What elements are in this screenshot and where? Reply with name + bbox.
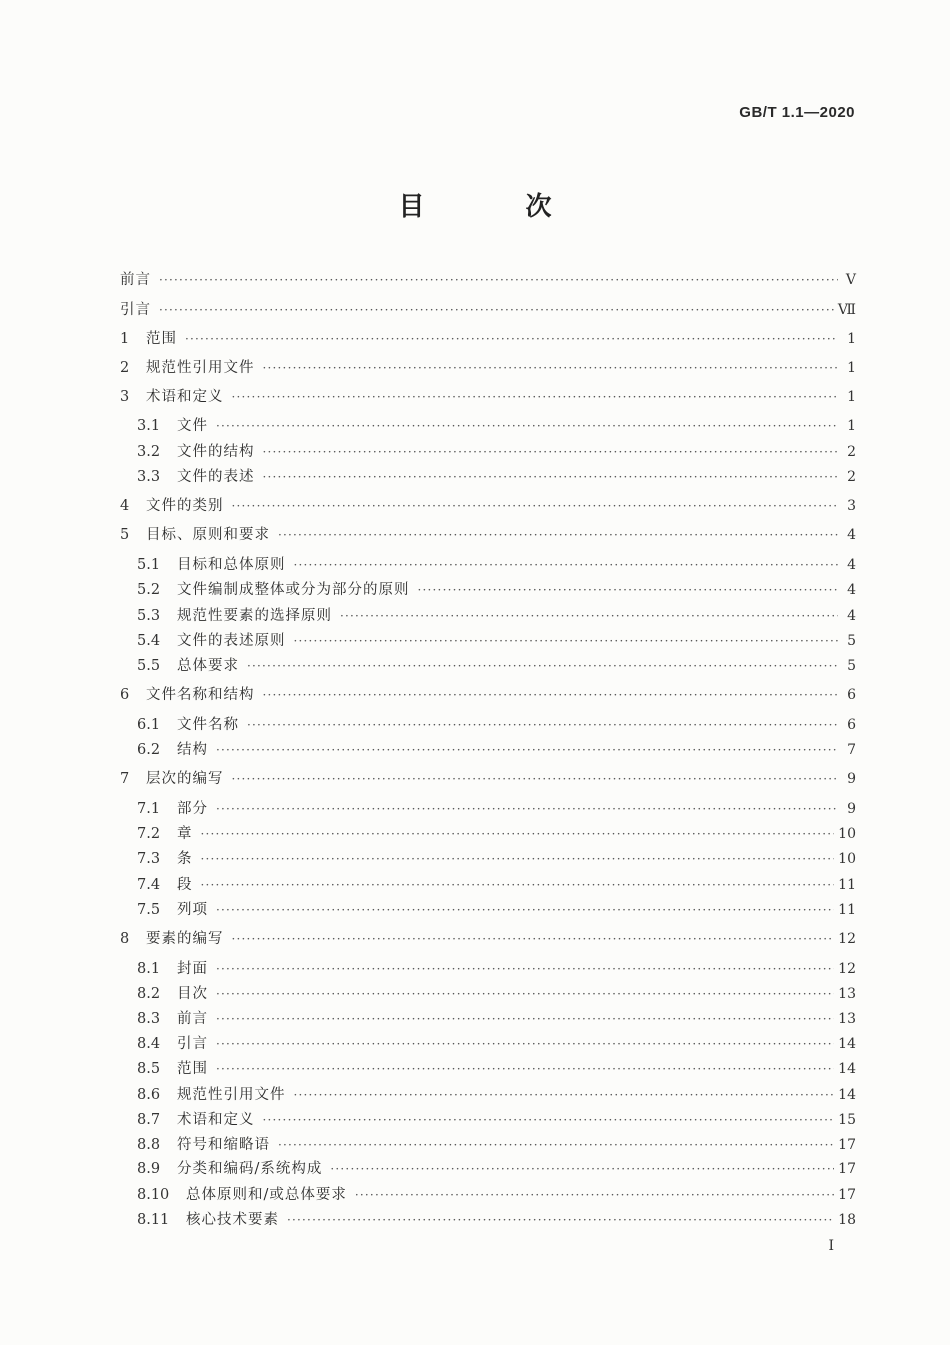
toc-entry-page: 7 — [847, 742, 856, 758]
toc-entry-number: 8.6 — [137, 1087, 161, 1103]
toc-dot-leader — [216, 800, 838, 818]
toc-entry-page: 4 — [847, 608, 856, 624]
toc-dot-leader — [216, 1035, 834, 1053]
toc-dot-leader — [216, 741, 838, 759]
toc-entry-page: 14 — [838, 1087, 856, 1103]
toc-entry-label: 结构 — [177, 742, 208, 758]
toc-entry-number: 1 — [120, 331, 130, 347]
toc-entry[interactable] — [120, 526, 856, 544]
toc-entry[interactable] — [120, 271, 856, 289]
toc-dot-leader — [159, 301, 834, 319]
toc-entry[interactable] — [120, 388, 856, 406]
toc-entry-page: 4 — [847, 582, 856, 598]
toc-entry-number: 5.1 — [137, 557, 161, 573]
toc-entry-label: 文件的表述原则 — [177, 633, 286, 649]
toc-entry[interactable] — [137, 1086, 856, 1104]
toc-entry[interactable] — [120, 359, 856, 377]
toc-entry-number: 8.4 — [137, 1036, 161, 1052]
toc-entry[interactable] — [137, 607, 856, 625]
toc-entry[interactable] — [137, 850, 856, 868]
toc-entry-label: 章 — [177, 826, 193, 842]
toc-entry[interactable] — [137, 443, 856, 461]
toc-dot-leader — [263, 443, 839, 461]
toc-entry-page: 17 — [838, 1187, 856, 1203]
toc-entry-page: 1 — [847, 360, 856, 376]
toc-entry-label: 范围 — [177, 1061, 208, 1077]
toc-entry-page: 6 — [847, 687, 856, 703]
toc-entry-number: 7.2 — [137, 826, 161, 842]
toc-dot-leader — [355, 1186, 834, 1204]
toc-entry-label: 前言 — [177, 1011, 208, 1027]
toc-entry[interactable] — [137, 1211, 856, 1229]
toc-entry[interactable] — [137, 581, 856, 599]
toc-entry-page: 10 — [838, 851, 856, 867]
toc-dot-leader — [216, 985, 834, 1003]
toc-entry-number: 8.5 — [137, 1061, 161, 1077]
toc-entry[interactable] — [120, 497, 856, 515]
toc-entry-label: 文件名称和结构 — [146, 687, 255, 703]
toc-entry[interactable] — [137, 960, 856, 978]
toc-entry-label: 目次 — [177, 986, 208, 1002]
toc-entry-number: 8.9 — [137, 1161, 161, 1177]
toc-entry-page: 1 — [847, 389, 856, 405]
toc-entry[interactable] — [137, 468, 856, 486]
toc-entry-number: 2 — [120, 360, 130, 376]
toc-entry-label: 术语和定义 — [146, 389, 224, 405]
toc-entry-page: 11 — [838, 902, 856, 918]
toc-entry-page: 9 — [847, 771, 856, 787]
toc-entry-number: 3 — [120, 389, 130, 405]
toc-entry-page: 6 — [847, 717, 856, 733]
toc-dot-leader — [216, 1060, 834, 1078]
toc-entry-page: 5 — [847, 633, 856, 649]
toc-entry[interactable] — [137, 716, 856, 734]
toc-dot-leader — [418, 581, 839, 599]
toc-entry-label: 符号和缩略语 — [177, 1137, 270, 1153]
toc-entry-label: 目标、原则和要求 — [146, 527, 270, 543]
toc-entry-number: 5.2 — [137, 582, 161, 598]
toc-entry-page: 13 — [838, 986, 856, 1002]
toc-entry-label: 列项 — [177, 902, 208, 918]
toc-dot-leader — [216, 417, 838, 435]
toc-dot-leader — [263, 359, 839, 377]
page-number: I — [828, 1238, 834, 1254]
toc-entry-number: 3.1 — [137, 418, 161, 434]
toc-entry-number: 7.4 — [137, 877, 161, 893]
toc-entry-label: 分类和编码/系统构成 — [177, 1161, 323, 1177]
toc-entry-number: 3.2 — [137, 444, 161, 460]
toc-entry[interactable] — [137, 417, 856, 435]
toc-entry-label: 条 — [177, 851, 193, 867]
toc-entry-page: 13 — [838, 1011, 856, 1027]
toc-dot-leader — [201, 825, 835, 843]
toc-entry-label: 文件编制成整体或分为部分的原则 — [177, 582, 410, 598]
toc-entry-label: 目标和总体原则 — [177, 557, 286, 573]
toc-entry-label: 封面 — [177, 961, 208, 977]
toc-entry-page: 1 — [847, 331, 856, 347]
toc-entry-page: 17 — [838, 1137, 856, 1153]
toc-entry-number: 7.1 — [137, 801, 161, 817]
toc-entry-label: 规范性要素的选择原则 — [177, 608, 332, 624]
toc-entry-page: 3 — [847, 498, 856, 514]
toc-entry-label: 部分 — [177, 801, 208, 817]
toc-dot-leader — [201, 850, 835, 868]
toc-entry-page: 9 — [847, 801, 856, 817]
toc-dot-leader — [232, 930, 835, 948]
toc-entry-number: 5.4 — [137, 633, 161, 649]
toc-entry[interactable] — [137, 1035, 856, 1053]
toc-entry-page: 4 — [847, 527, 856, 543]
toc-dot-leader — [330, 1160, 834, 1178]
toc-entry-number: 4 — [120, 498, 130, 514]
toc-entry-page: 1 — [847, 418, 856, 434]
toc-dot-leader — [287, 1211, 834, 1229]
toc-entry-label: 段 — [177, 877, 193, 893]
toc-entry-number: 5.3 — [137, 608, 161, 624]
toc-dot-leader — [263, 468, 839, 486]
toc-dot-leader — [216, 1010, 834, 1028]
toc-entry-page: 12 — [838, 931, 856, 947]
toc-entry[interactable] — [120, 930, 856, 948]
toc-entry[interactable] — [120, 330, 856, 348]
toc-entry[interactable] — [137, 1111, 856, 1129]
toc-entry-number: 6 — [120, 687, 130, 703]
toc-entry-label: 规范性引用文件 — [177, 1087, 286, 1103]
toc-dot-leader — [232, 497, 839, 515]
toc-dot-leader — [185, 330, 838, 348]
toc-entry-label: 核心技术要素 — [186, 1212, 279, 1228]
toc-entry-page: 15 — [838, 1112, 856, 1128]
toc-entry-number: 7.5 — [137, 902, 161, 918]
toc-entry-number: 6.2 — [137, 742, 161, 758]
toc-entry[interactable] — [137, 876, 856, 894]
toc-entry[interactable] — [137, 1060, 856, 1078]
toc-entry-label: 范围 — [146, 331, 177, 347]
toc-entry-number: 8.3 — [137, 1011, 161, 1027]
toc-dot-leader — [263, 1111, 835, 1129]
toc-dot-leader — [263, 686, 839, 704]
toc-entry-label: 引言 — [120, 302, 151, 318]
standard-code: GB/T 1.1—2020 — [739, 104, 855, 121]
toc-entry-label: 文件 — [177, 418, 208, 434]
toc-entry-page: 5 — [847, 658, 856, 674]
toc-entry-label: 文件名称 — [177, 717, 239, 733]
toc-entry-label: 总体要求 — [177, 658, 239, 674]
toc-entry-label: 引言 — [177, 1036, 208, 1052]
toc-dot-leader — [232, 770, 839, 788]
toc-entry-label: 文件的表述 — [177, 469, 255, 485]
toc-entry-number: 8.1 — [137, 961, 161, 977]
toc-entry-label: 文件的结构 — [177, 444, 255, 460]
toc-entry-number: 5.5 — [137, 658, 161, 674]
toc-entry-page: 2 — [847, 469, 856, 485]
toc-entry-label: 规范性引用文件 — [146, 360, 255, 376]
toc-dot-leader — [216, 901, 834, 919]
toc-entry[interactable] — [137, 1010, 856, 1028]
toc-entry-page: 18 — [838, 1212, 856, 1228]
toc-entry-number: 5 — [120, 527, 130, 543]
toc-dot-leader — [278, 526, 838, 544]
toc-dot-leader — [340, 607, 838, 625]
toc-dot-leader — [294, 632, 839, 650]
toc-entry-page: 14 — [838, 1036, 856, 1052]
toc-entry[interactable] — [137, 657, 856, 675]
toc-dot-leader — [294, 1086, 835, 1104]
toc-entry-number: 3.3 — [137, 469, 161, 485]
toc-dot-leader — [247, 657, 838, 675]
toc-dot-leader — [159, 271, 838, 289]
toc-entry[interactable] — [137, 800, 856, 818]
toc-entry-page: 10 — [838, 826, 856, 842]
toc-entry-number: 8.11 — [137, 1212, 170, 1228]
page-title: 目 次 — [398, 192, 598, 222]
toc-entry-number: 8.7 — [137, 1112, 161, 1128]
toc-entry-page: 14 — [838, 1061, 856, 1077]
toc-dot-leader — [278, 1136, 834, 1154]
toc-entry-page: Ⅴ — [845, 272, 856, 288]
toc-entry-number: 7.3 — [137, 851, 161, 867]
toc-dot-leader — [294, 556, 839, 574]
toc-entry[interactable] — [120, 301, 856, 319]
toc-entry-page: 4 — [847, 557, 856, 573]
toc-entry[interactable] — [137, 632, 856, 650]
toc-dot-leader — [232, 388, 839, 406]
toc-entry-label: 总体原则和/或总体要求 — [186, 1187, 347, 1203]
toc-entry[interactable] — [137, 825, 856, 843]
toc-entry-label: 层次的编写 — [146, 771, 224, 787]
toc-entry[interactable] — [120, 686, 856, 704]
toc-entry-label: 要素的编写 — [146, 931, 224, 947]
toc-entry-page: 12 — [838, 961, 856, 977]
toc-entry-number: 8.8 — [137, 1137, 161, 1153]
toc-entry-page: 2 — [847, 444, 856, 460]
toc-entry-label: 前言 — [120, 272, 151, 288]
toc-dot-leader — [247, 716, 838, 734]
toc-entry[interactable] — [137, 556, 856, 574]
toc-dot-leader — [216, 960, 834, 978]
toc-entry-number: 8.2 — [137, 986, 161, 1002]
toc-entry[interactable] — [137, 1186, 856, 1204]
toc-entry-number: 8.10 — [137, 1187, 170, 1203]
toc-entry-label: 术语和定义 — [177, 1112, 255, 1128]
toc-entry[interactable] — [137, 741, 856, 759]
toc-entry-number: 7 — [120, 771, 130, 787]
toc-entry[interactable] — [137, 901, 856, 919]
toc-entry-page: 17 — [838, 1161, 856, 1177]
toc-dot-leader — [201, 876, 835, 894]
toc-entry-label: 文件的类别 — [146, 498, 224, 514]
toc-entry[interactable] — [137, 985, 856, 1003]
toc-entry-page: Ⅶ — [837, 302, 856, 318]
toc-entry[interactable] — [137, 1160, 856, 1178]
toc-entry-number: 6.1 — [137, 717, 161, 733]
toc-entry[interactable] — [120, 770, 856, 788]
toc-entry-page: 11 — [838, 877, 856, 893]
toc-entry-number: 8 — [120, 931, 130, 947]
toc-entry[interactable] — [137, 1136, 856, 1154]
